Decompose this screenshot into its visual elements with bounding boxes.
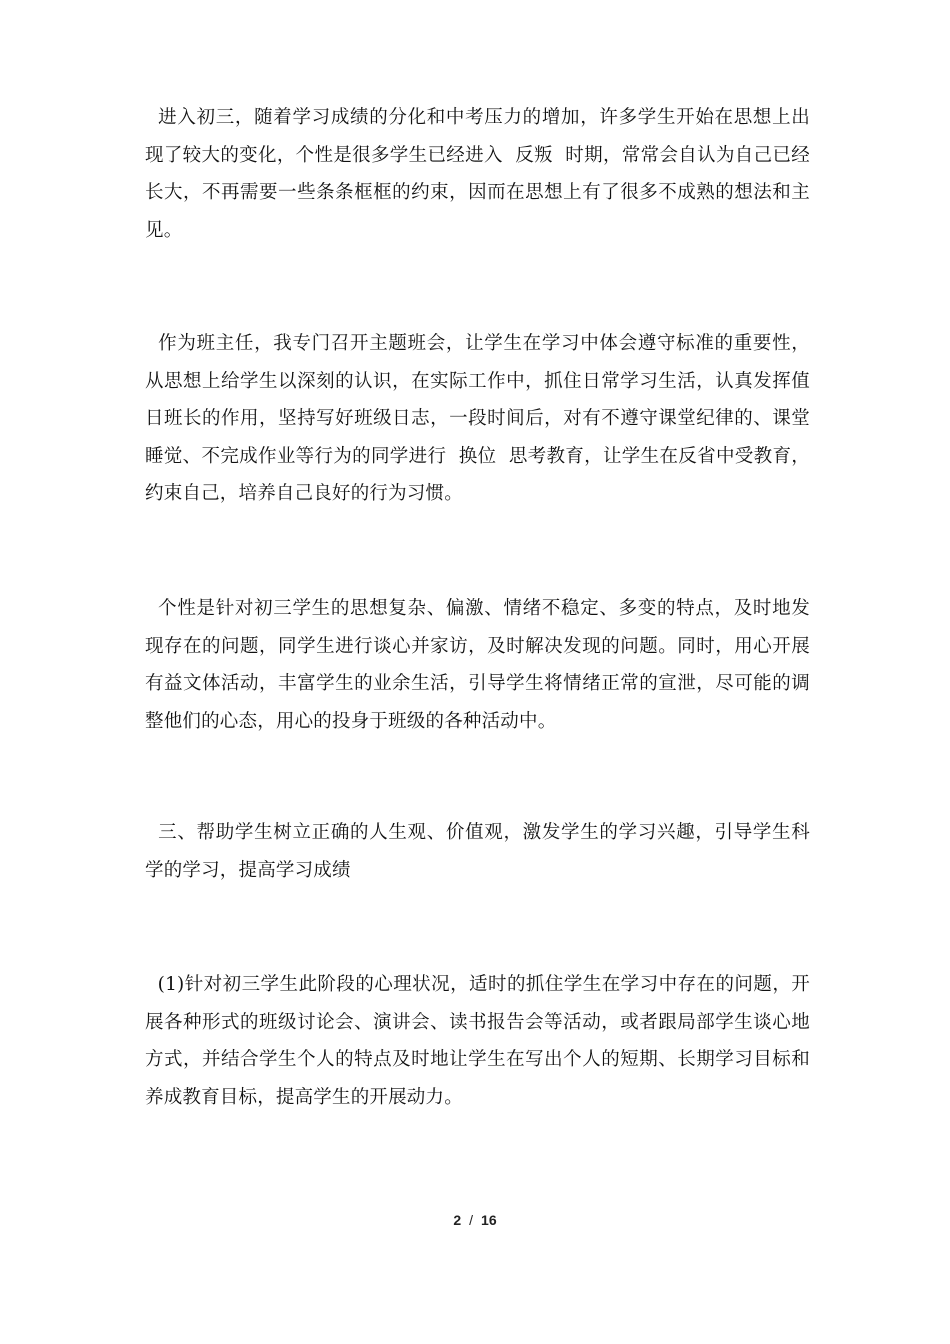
paragraph: 个性是针对初三学生的思想复杂、偏激、情绪不稳定、多变的特点，及时地发现存在的问题，同学生进行谈心并家访，及时解决发现的问题。同时，用心开展有益文体活动，丰富学生的业余生活，引导学生将情绪正常的宣泄，尽可能的调整他们的心态，用心的投身于班级的各种活动中。 xyxy=(145,598,810,732)
page-number-separator: / xyxy=(469,1212,474,1228)
paragraph: (1)针对初三学生此阶段的心理状况，适时的抓住学生在学习中存在的问题，开展各种形式的班级讨论会、演讲会、读书报告会等活动，或者跟局部学生谈心地方式，并结合学生个人的特点及时地让学生在写出个人的短期、长期学习目标和养成教育目标，提高学生的开展动力。 xyxy=(145,974,810,1108)
current-page-number: 2 xyxy=(453,1212,462,1228)
paragraph: 进入初三，随着学习成绩的分化和中考压力的增加，许多学生开始在思想上出现了较大的变化，个性是很多学生已经进入 反叛 时期，常常会自认为自己已经长大，不再需要一些条条框框的约束，因而在思想上有了很多不成熟的想法和主见。 xyxy=(145,107,810,241)
page-number-footer xyxy=(0,1212,950,1228)
paragraph: 作为班主任，我专门召开主题班会，让学生在学习中体会遵守标准的重要性，从思想上给学生以深刻的认识，在实际工作中，抓住日常学习生活，认真发挥值日班长的作用，坚持写好班级日志，一段时间后，对有不遵守课堂纪律的、课堂睡觉、不完成作业等行为的同学进行 换位 思考教育，让学生在反省中受教育，约束自己，培养自己良好的行为习惯。 xyxy=(145,333,810,504)
section-heading-paragraph: 三、帮助学生树立正确的人生观、价值观，激发学生的学习兴趣，引导学生科学的学习，提高学习成绩 xyxy=(145,822,810,881)
total-pages-number: 16 xyxy=(481,1212,497,1228)
